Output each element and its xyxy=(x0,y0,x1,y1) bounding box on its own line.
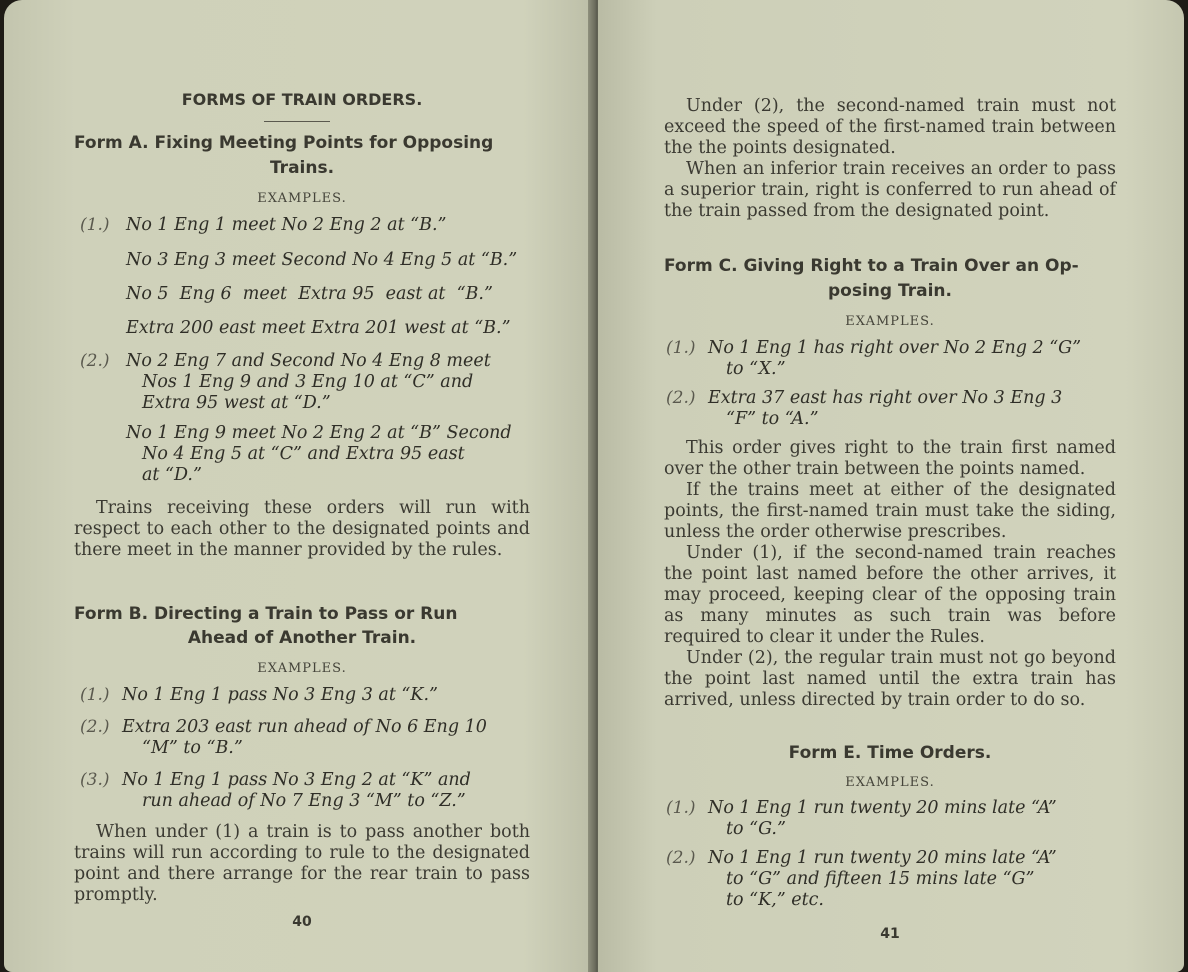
example-number: (1.) xyxy=(666,798,696,818)
form-c-heading-cont: posing Train. xyxy=(828,281,952,301)
form-a-example-3-line1: No 1 Eng 9 meet No 2 Eng 2 at “B” Second xyxy=(126,423,512,443)
form-b-heading-cont: Ahead of Another Train. xyxy=(187,628,417,648)
form-c-example-1-line2: to “X.” xyxy=(726,359,786,379)
form-e-example-2-line1: No 1 Eng 1 run twenty 20 mins late “A” xyxy=(708,848,1057,868)
page-number: 41 xyxy=(880,926,900,942)
form-a-example-3-line2: No 4 Eng 5 at “C” and Extra 95 east xyxy=(142,444,465,464)
page-number: 40 xyxy=(292,914,312,930)
form-c-note-under-2: Under (2), the regular train must not go beyond the point last named until the extra train has arrived, unless directed by train order to do so. xyxy=(664,648,1116,710)
example-number: (2.) xyxy=(80,351,110,371)
form-e-example-2-line2: to “G” and fifteen 15 mins late “G” xyxy=(726,869,1035,889)
form-a-example-1c: No 5 Eng 6 meet Extra 95 east at “B.” xyxy=(126,284,493,304)
examples-label: EXAMPLES. xyxy=(257,191,347,206)
form-a-example-2-line2: Nos 1 Eng 9 and 3 Eng 10 at “C” and xyxy=(142,372,474,392)
left-page xyxy=(4,0,594,972)
page-title: FORMS OF TRAIN ORDERS. xyxy=(181,90,423,109)
form-b-heading: Form B. Directing a Train to Pass or Run xyxy=(74,604,458,624)
form-b-example-2-line1: Extra 203 east run ahead of No 6 Eng 10 xyxy=(122,717,487,737)
form-a-example-1d: Extra 200 east meet Extra 201 west at “B.” xyxy=(126,318,511,338)
form-a-example-3-line3: at “D.” xyxy=(142,465,202,485)
form-a-heading: Form A. Fixing Meeting Points for Opposing xyxy=(74,133,494,153)
form-e-example-1-line2: to “G.” xyxy=(726,819,786,839)
form-a-example-2-line3: Extra 95 west at “D.” xyxy=(142,393,331,413)
form-b-note-speed: Under (2), the second-named train must not exceed the speed of the first-named train between the the points designated. xyxy=(664,96,1116,158)
form-c-example-1-line1: No 1 Eng 1 has right over No 2 Eng 2 “G” xyxy=(708,338,1082,358)
form-e-example-2-line3: to “K,” etc. xyxy=(726,890,824,910)
example-number: (1.) xyxy=(80,685,110,705)
example-number: (2.) xyxy=(80,717,110,737)
example-number: (1.) xyxy=(666,338,696,358)
form-e-example-1-line1: No 1 Eng 1 run twenty 20 mins late “A” xyxy=(708,798,1057,818)
form-c-note-under-1: Under (1), if the second-named train reaches the point last named before the other arrives, it may proceed, keeping clear of the opposing train as many minutes as such train was before required to clear it under the Rules. xyxy=(664,543,1116,647)
example-number: (2.) xyxy=(666,848,696,868)
form-b-example-1: No 1 Eng 1 pass No 3 Eng 3 at “K.” xyxy=(122,685,438,705)
form-c-note-siding: If the trains meet at either of the designated points, the first-named train must take the siding, unless the order otherwise prescribes. xyxy=(664,480,1116,542)
title-rule xyxy=(264,121,330,122)
examples-label: EXAMPLES. xyxy=(845,775,935,790)
examples-label: EXAMPLES. xyxy=(257,661,347,676)
form-b-example-2-line2: “M” to “B.” xyxy=(142,738,243,758)
form-e-heading: Form E. Time Orders. xyxy=(788,743,992,763)
form-c-explanation: This order gives right to the train first named over the other train between the points named. xyxy=(664,438,1116,479)
example-number: (2.) xyxy=(666,388,696,408)
form-a-example-1b: No 3 Eng 3 meet Second No 4 Eng 5 at “B.” xyxy=(126,250,518,270)
examples-label: EXAMPLES. xyxy=(845,314,935,329)
example-number: (3.) xyxy=(80,770,110,790)
form-a-explanation: Trains receiving these orders will run with respect to each other to the designated points and there meet in the manner provided by the rules. xyxy=(74,498,530,560)
form-c-heading: Form C. Giving Right to a Train Over an Op- xyxy=(664,256,1079,276)
right-page xyxy=(598,0,1184,972)
example-number: (1.) xyxy=(80,215,110,235)
form-a-example-2-line1: No 2 Eng 7 and Second No 4 Eng 8 meet xyxy=(126,351,491,371)
form-c-example-2-line1: Extra 37 east has right over No 3 Eng 3 xyxy=(708,388,1063,408)
form-a-example-1: No 1 Eng 1 meet No 2 Eng 2 at “B.” xyxy=(126,215,447,235)
form-c-example-2-line2: “F” to “A.” xyxy=(726,409,819,429)
form-b-example-3-line1: No 1 Eng 1 pass No 3 Eng 2 at “K” and xyxy=(122,770,471,790)
form-b-note-inferior: When an inferior train receives an order to pass a superior train, right is conferred to run ahead of the train passed from the designated point. xyxy=(664,159,1116,221)
form-a-heading-cont: Trains. xyxy=(269,158,335,178)
form-b-example-3-line2: run ahead of No 7 Eng 3 “M” to “Z.” xyxy=(142,791,466,811)
form-b-explanation: When under (1) a train is to pass another both trains will run according to rule to the designated point and there arrange for the rear train to pass promptly. xyxy=(74,822,530,905)
